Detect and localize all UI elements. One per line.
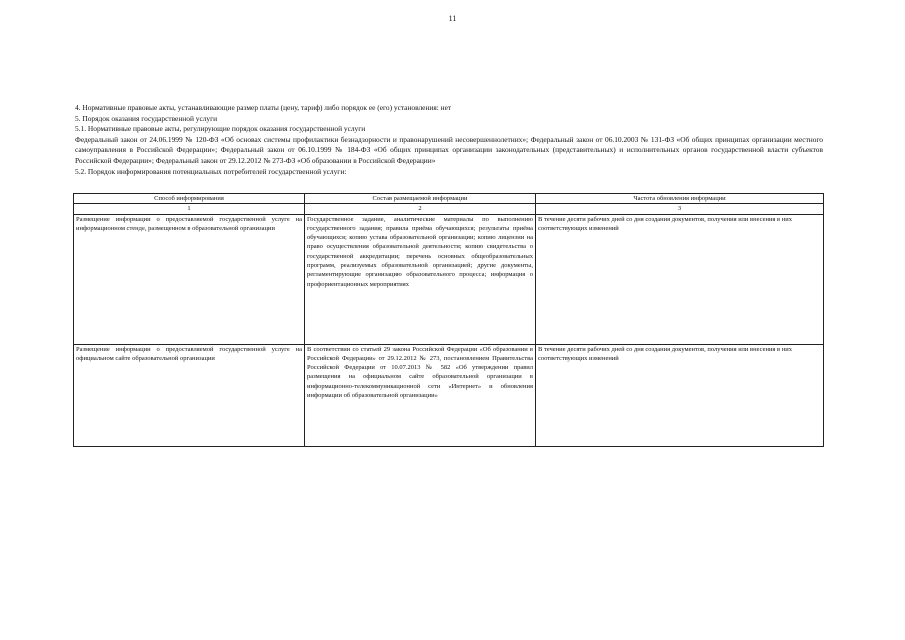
cell-method: Размещение информации о предоставляемой государственной услуге на официальном сайте образовательной организации bbox=[74, 344, 305, 446]
section-5-1-title: 5.1. Нормативные правовые акты, регулирующие порядок оказания государственной услуги bbox=[75, 124, 366, 134]
section-4-fee-acts: 4. Нормативные правовые акты, устанавливающие размер платы (цену, тариф) либо порядок ее (его) установления: нет bbox=[75, 103, 452, 112]
header-content: Состав размещаемой информации bbox=[305, 194, 536, 204]
header-frequency: Частота обновления информации bbox=[536, 194, 824, 204]
document-body bbox=[75, 103, 823, 177]
header-method: Способ информирования bbox=[74, 194, 305, 204]
cell-frequency: В течение десяти рабочих дней со дня создания документов, получения или внесения в них соответствующих изменений bbox=[536, 214, 824, 344]
section-5-2-title: 5.2. Порядок информирования потенциальных потребителей государственной услуги: bbox=[75, 166, 347, 176]
cell-frequency: В течение десяти рабочих дней со дня создания документов, получения или внесения в них соответствующих изменений bbox=[536, 344, 824, 446]
page-number: 11 bbox=[448, 14, 457, 23]
informing-table bbox=[73, 193, 824, 447]
table-row bbox=[74, 214, 824, 344]
section-5-title: 5. Порядок оказания государственной услуги bbox=[75, 113, 218, 123]
column-number: 2 bbox=[305, 204, 536, 214]
section-5-1-law-list: Федеральный закон от 24.06.1999 № 120-ФЗ «Об основах системы профилактики безнадзорности и правонарушений несовершеннолетних»; Федеральный закон от 06.10.2003 № 131-ФЗ «Об общих принципах организации местного самоуправления в Российской Федерации»; Федеральный закон от 06.10.1999 № 184-ФЗ «Об общих принципах организации законодательных (представительных) и исполнительных органов государственной власти субъектов Российской Федерации»; Федеральный закон от 29.12.2012 № 273-ФЗ «Об образовании в Российской Федерации» bbox=[75, 134, 823, 165]
table-header-row bbox=[74, 194, 824, 204]
table-row bbox=[74, 344, 824, 446]
cell-content: В соответствии со статьей 29 закона Российской Федерации «Об образовании в Российской Федерации» от 29.12.2012 № 273, постановлением Правительства Российской Федерации от 10.07.2013 № 582 «Об утверждении правил размещения на официальном сайте образовательной организации в информационно-телекоммуникационной сети «Интернет» и обновления информации об образовательной организации» bbox=[305, 344, 536, 446]
table-number-row bbox=[74, 204, 824, 214]
cell-content: Государственное задание, аналитические материалы по выполнению государственного задания; правила приёма обучающихся; результаты приёма обучающихся; копию устава образовательной организации; копию лицензии на право осуществления образовательной деятельности; копию свидетельства о государственной аккредитации; перечень основных общеобразовательных программ, реализуемых образовательной организацией; другие документы, регламентирующие организацию образовательного процесса; информация о профориентационных мероприятиях bbox=[305, 214, 536, 344]
cell-method: Размещение информации о предоставляемой государственной услуге на информационном стенде, размещенном в образовательной организации bbox=[74, 214, 305, 344]
column-number: 1 bbox=[74, 204, 305, 214]
column-number: 3 bbox=[536, 204, 824, 214]
